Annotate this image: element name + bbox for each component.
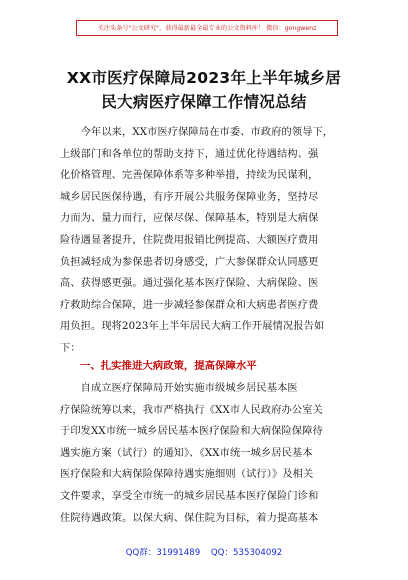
paragraph-intro bbox=[60, 122, 353, 360]
footer-contact bbox=[0, 546, 408, 560]
text-line: 用负担。现将2023年上半年居民大病工作开展情况报告如 bbox=[60, 321, 325, 333]
text-line: 负担减轻成为参保患者切身感受，广大参保群众认同感更 bbox=[60, 256, 319, 268]
text-line: 下： bbox=[60, 342, 81, 354]
text-line: 力而为、量力而行，应保尽保、保障基本，特别是大病保 bbox=[60, 213, 319, 225]
footer-qq: QQ：535304092 bbox=[210, 548, 283, 558]
text-line: 医疗保险和大病保险保障待遇实施细则（试行）》及相关 bbox=[60, 469, 314, 481]
top-banner: 关注头条号"公文研究"，获得最新最全最专业的公文资料库！ 微信：gongwenz bbox=[76, 20, 338, 36]
text-line: 遇实施方案（试行）的通知》、《XX市统一城乡居民基本 bbox=[60, 447, 313, 459]
text-line: 自成立医疗保障局开始实施市级城乡居民基本医 bbox=[60, 383, 298, 394]
text-line: 疗救助综合保障，进一步减轻参保群众和大病患者医疗费 bbox=[60, 299, 319, 311]
text-line: 高、获得感更强。通过强化基本医疗保险、大病保险、医 bbox=[60, 278, 319, 290]
title-line-1: XX市医疗保障局2023年上半年城乡居 bbox=[66, 69, 342, 87]
text-line: 文件要求，享受全市统一的城乡居民基本医疗保险门诊和 bbox=[60, 490, 319, 502]
text-line: 于印发XX市统一城乡居民基本医疗保险和大病保险保障待 bbox=[60, 426, 323, 438]
section-heading-1: 一、扎实推进大病政策，提高保障水平 bbox=[80, 360, 257, 372]
text-line: 险待遇显著提升，住院费用报销比例提高、大额医疗费用 bbox=[60, 234, 319, 246]
text-line: 化价格管理、完善保障体系等多种举措，持续为民谋利， bbox=[60, 170, 319, 182]
text-line: 住院待遇政策。以保大病、保住院为目标，着力提高基本 bbox=[60, 512, 319, 524]
text-line: 疗保险统筹以来，我市严格执行《XX市人民政府办公室关 bbox=[60, 404, 323, 416]
footer-qq-group: QQ群：31991489 bbox=[125, 548, 201, 558]
title-line-2: 民大病医疗保障工作情况总结 bbox=[101, 93, 307, 111]
text-line: 上级部门和各单位的帮助支持下，通过优化待遇结构、强 bbox=[60, 148, 319, 160]
text-line: 城乡居民医保待遇，有序开展公共服务保障业务，坚持尽 bbox=[60, 191, 319, 203]
text-line: 今年以来，XX市医疗保障局在市委、市政府的领导下， bbox=[60, 127, 334, 138]
document-title bbox=[40, 66, 368, 114]
paragraph-section-1 bbox=[60, 378, 353, 529]
